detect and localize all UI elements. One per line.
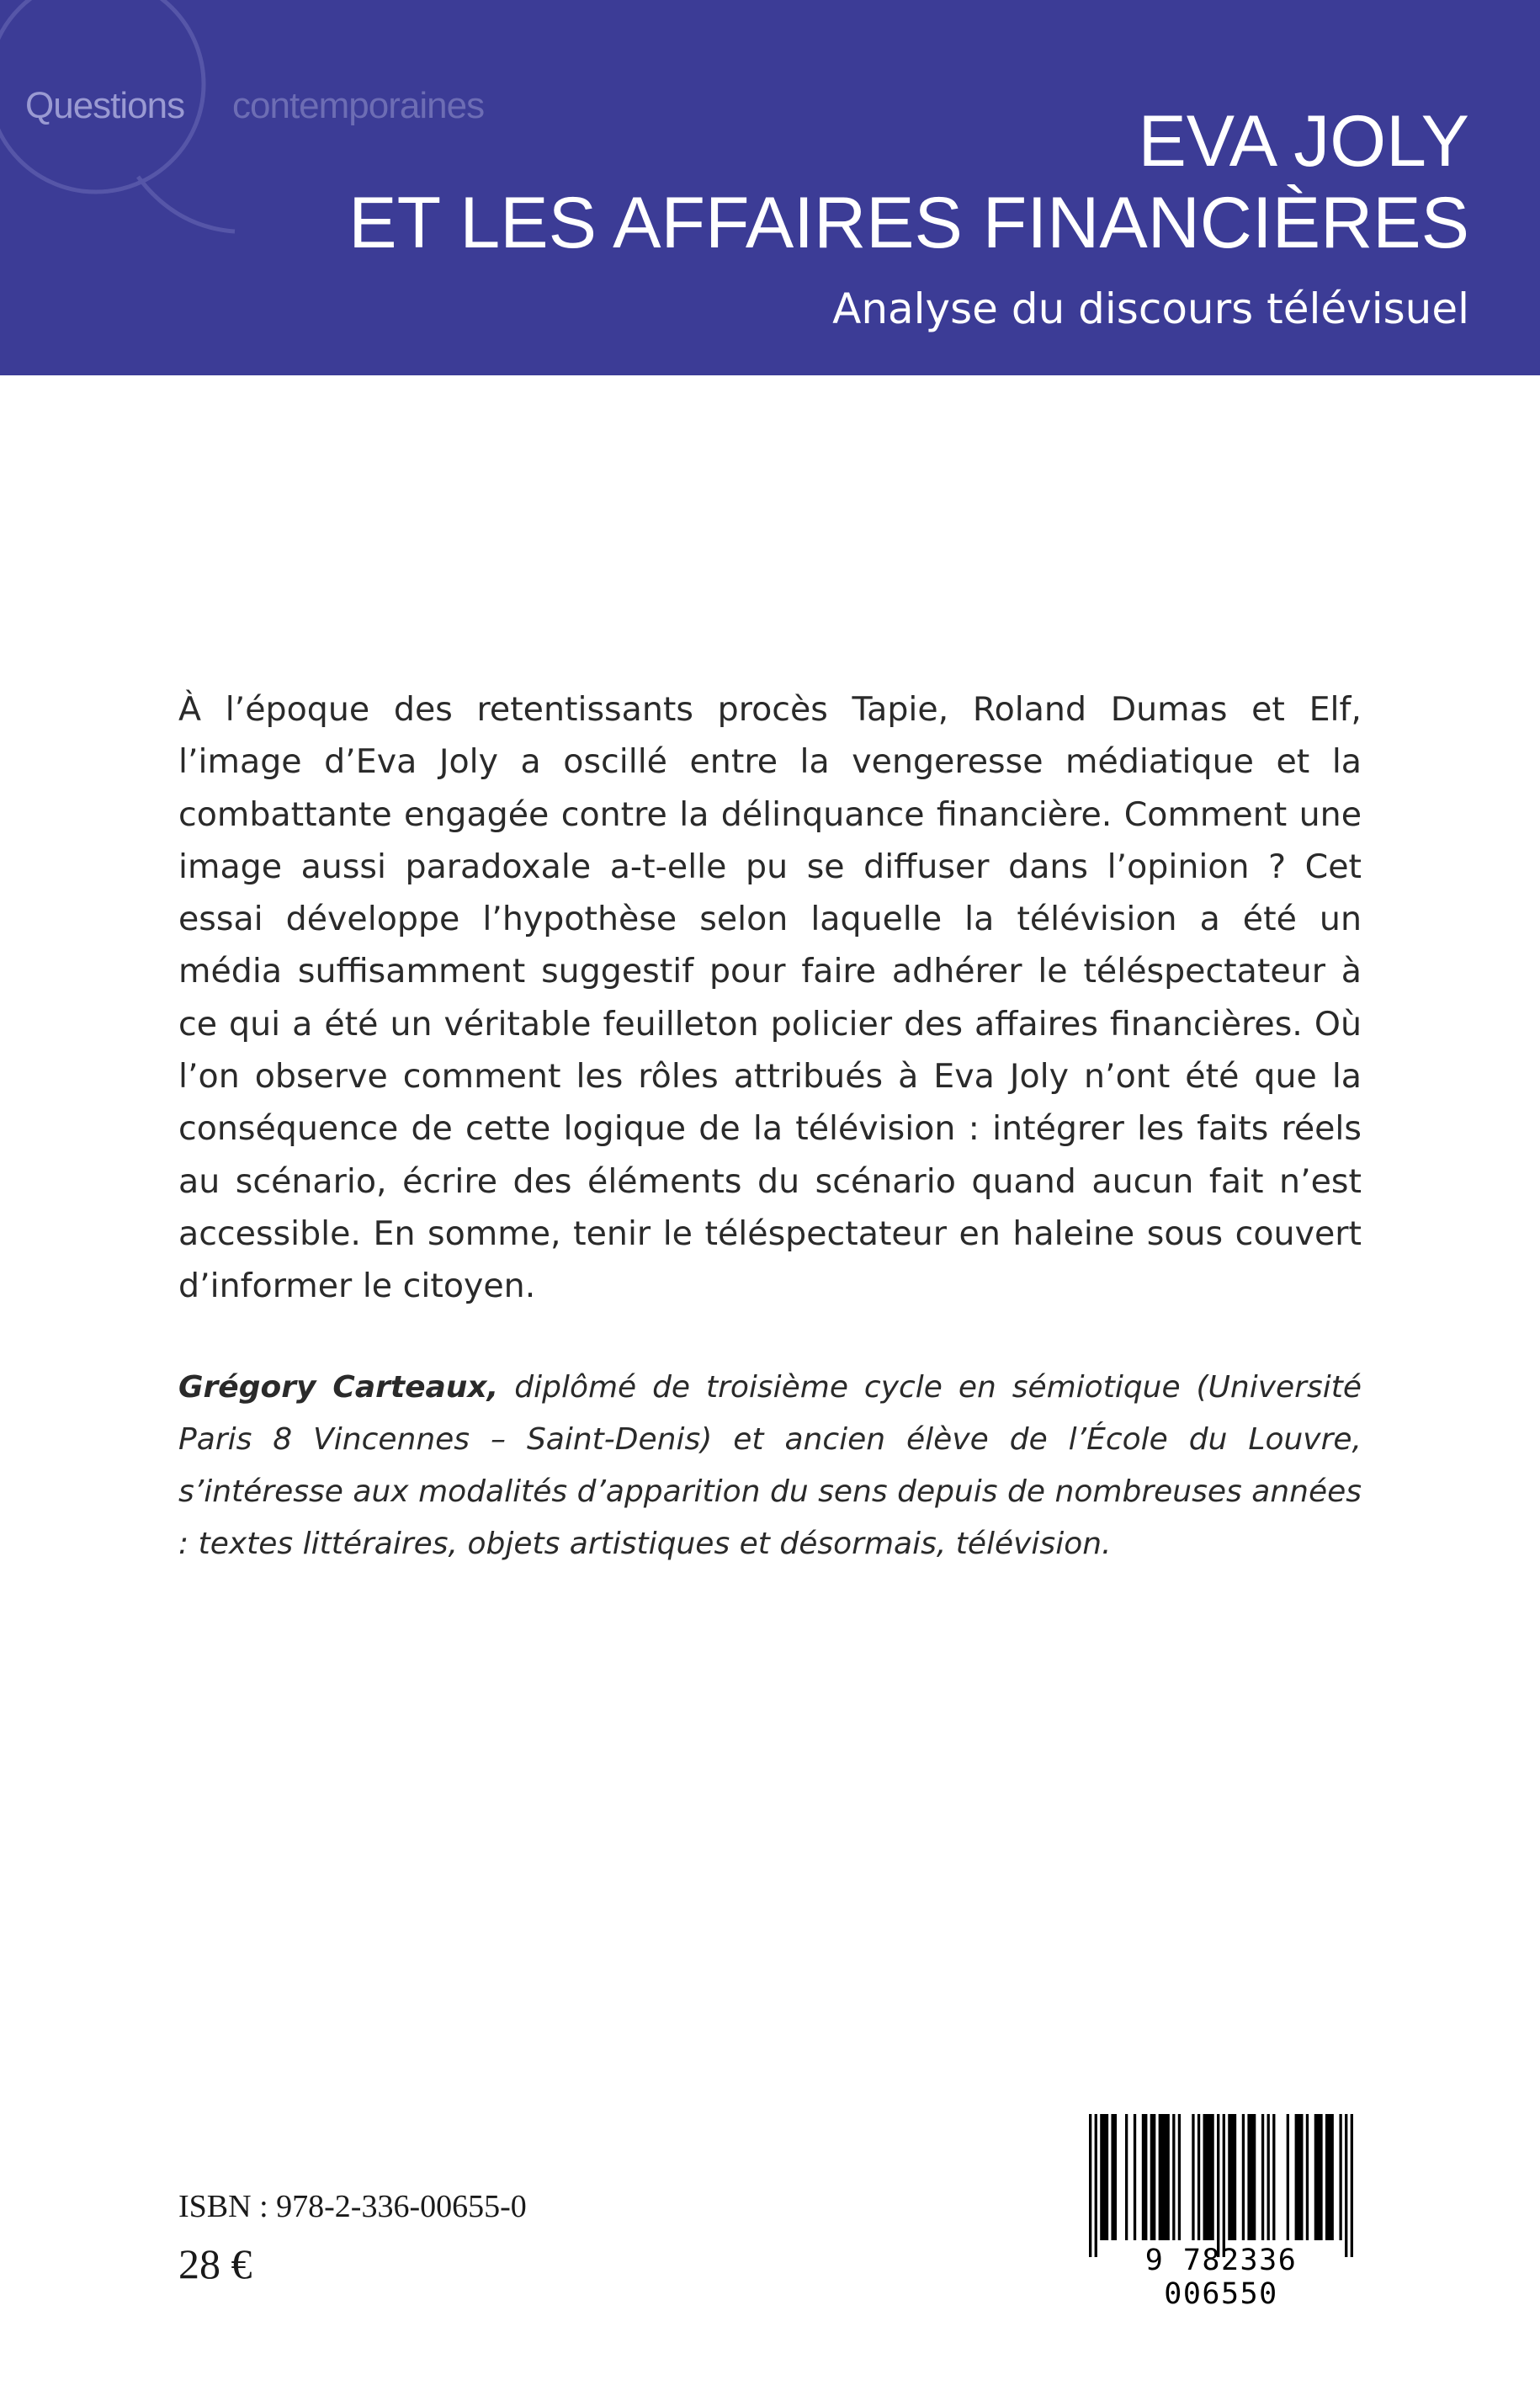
barcode-bar xyxy=(1203,2114,1214,2240)
series-name-contemporaines: contemporaines xyxy=(232,85,485,126)
barcode-bar xyxy=(1172,2114,1175,2240)
barcode-bar xyxy=(1272,2114,1275,2240)
barcode-bar xyxy=(1339,2114,1341,2240)
book-title-line-1: EVA JOLY xyxy=(1138,101,1469,182)
book-summary: À l’époque des retentissants procès Tapie, Roland Dumas et Elf, l’image d’Eva Joly a oscillé entre la vengeresse médiatique et la combattante engagée contre la délinquance financière. Comment une image aussi paradoxale a-t-elle pu se diffuser dans l’opinion ? Cet essai développe l’hypothèse selon laquelle la télévision a été un média suffisamment suggestif pour faire adhérer le téléspectateur à ce qui a été un véritable feuilleton policier des affaires financières. Où l’on observe comment les rôles attribués à Eva Joly n’ont été que la conséquence de cette logique de la télévision : intégrer les faits réels au scénario, écrire des éléments du scénario quand aucun fait n’est accessible. En somme, tenir le téléspectateur en haleine sous couvert d’informer le citoyen. xyxy=(178,690,1362,1306)
barcode-bar xyxy=(1247,2114,1256,2240)
barcode xyxy=(1082,2104,1360,2311)
barcode-bar xyxy=(1217,2114,1219,2257)
barcode-bar xyxy=(1178,2114,1181,2240)
author-name: Grégory Carteaux, xyxy=(178,1370,499,1405)
barcode-bar xyxy=(1134,2114,1136,2240)
author-bio xyxy=(178,1362,1362,1570)
barcode-bars xyxy=(1089,2114,1353,2257)
barcode-bar xyxy=(1100,2114,1108,2240)
barcode-bar xyxy=(1351,2114,1353,2257)
barcode-bar xyxy=(1242,2114,1245,2240)
barcode-bar xyxy=(1223,2114,1225,2257)
author-bio-text: diplômé de troisième cycle en sémiotique (Université Paris 8 Vincennes – Saint-Denis) et ancien élève de l’École du Louvre, s’intéresse aux modalités d’apparition du sens depuis de nombreuses années : textes littéraires, objets artistiques et désormais, télévision. xyxy=(178,1370,1362,1561)
book-title-line-2: ET LES AFFAIRES FINANCIÈRES xyxy=(348,183,1469,263)
price: 28 € xyxy=(178,2240,252,2287)
series-name-questions: Questions xyxy=(25,85,185,126)
cover-header xyxy=(0,0,1540,375)
barcode-bar xyxy=(1111,2114,1117,2240)
barcode-bar xyxy=(1261,2114,1264,2240)
barcode-bar xyxy=(1228,2114,1236,2240)
barcode-bar xyxy=(1287,2114,1289,2240)
barcode-bar xyxy=(1095,2114,1097,2257)
series-q-logo xyxy=(0,0,239,269)
barcode-bar xyxy=(1306,2114,1309,2240)
barcode-number: 9 782336 006550 xyxy=(1144,2244,1298,2311)
barcode-bar xyxy=(1089,2114,1091,2257)
book-subtitle: Analyse du discours télévisuel xyxy=(832,284,1469,333)
barcode-bar xyxy=(1142,2114,1148,2240)
barcode-bar xyxy=(1325,2114,1334,2240)
barcode-bar xyxy=(1267,2114,1270,2240)
barcode-bar xyxy=(1159,2114,1170,2240)
barcode-bar xyxy=(1295,2114,1304,2240)
barcode-bar xyxy=(1345,2114,1347,2257)
isbn: ISBN : 978-2-336-00655-0 xyxy=(178,2189,527,2224)
barcode-bar xyxy=(1150,2114,1156,2240)
barcode-bar xyxy=(1197,2114,1200,2240)
barcode-bar xyxy=(1125,2114,1128,2240)
barcode-bar xyxy=(1192,2114,1194,2240)
barcode-bar xyxy=(1314,2114,1323,2240)
